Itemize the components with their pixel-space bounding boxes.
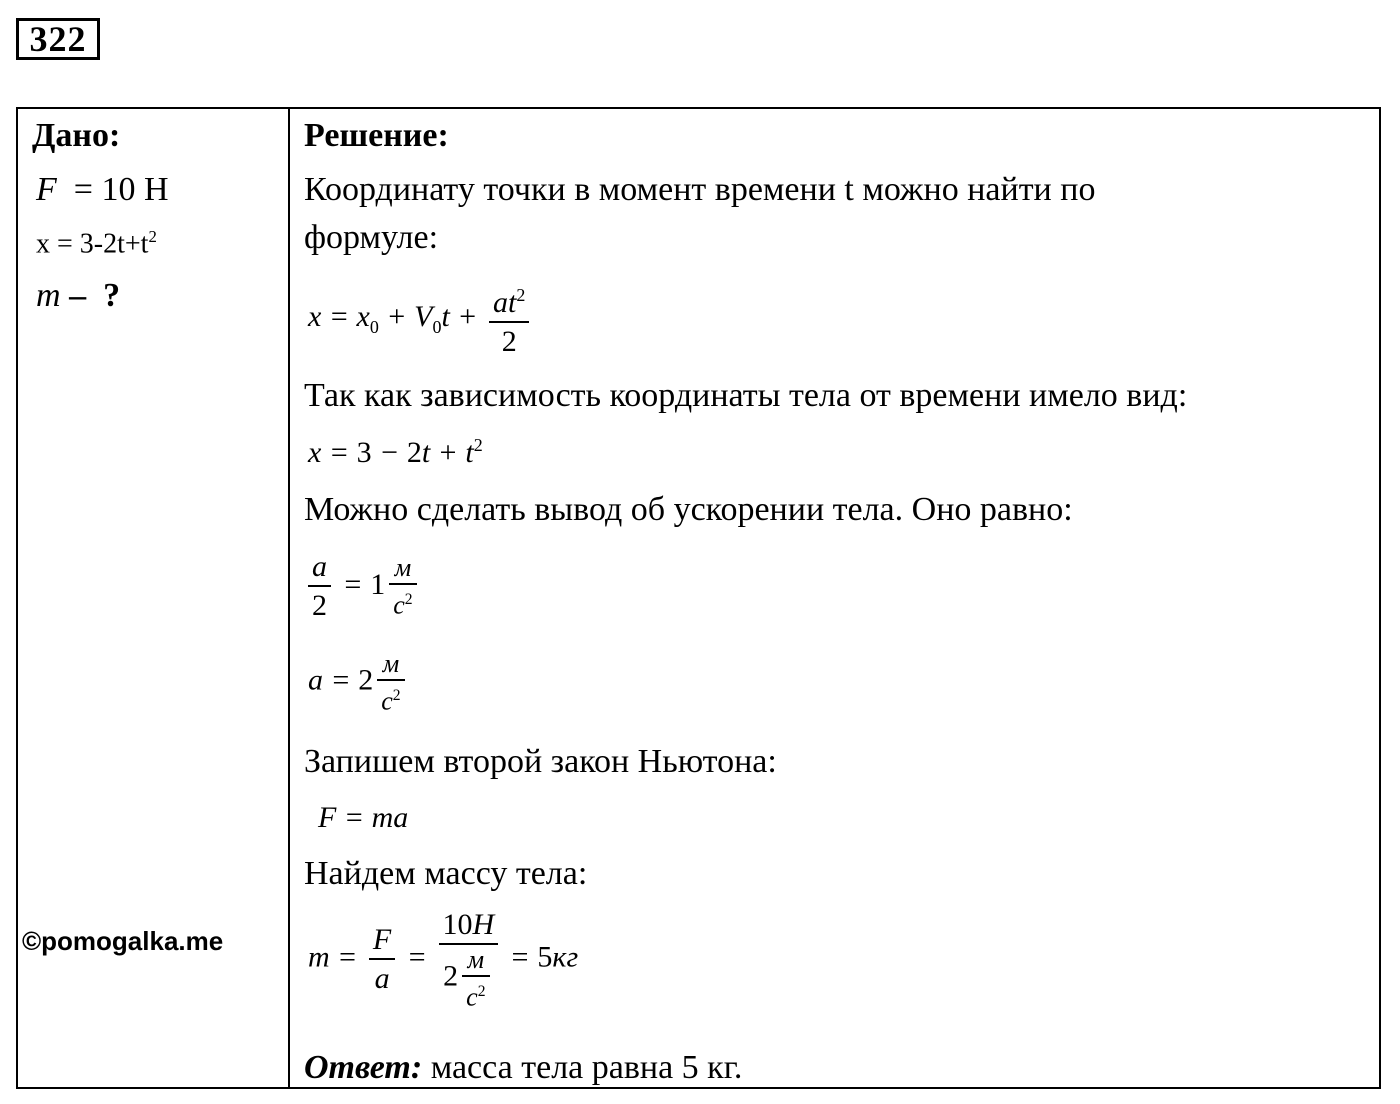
- formula-acceleration: a = 2 $\frac{м}{c^2}$: [308, 649, 409, 717]
- given-find: m – ?: [36, 277, 121, 314]
- given-coordinate: $x = 3-2t+t^2$: [36, 227, 157, 260]
- solution-text-6: Найдем массу тела:: [304, 855, 588, 892]
- solution-text-1: Координату точки в момент времени t можно найти по: [304, 171, 1096, 208]
- given-header: Дано:: [32, 117, 121, 154]
- copyright-watermark: ©pomogalka.me: [22, 926, 224, 956]
- solution-header: Решение:: [304, 117, 449, 154]
- column-divider: [288, 109, 290, 1087]
- problem-number: 322: [16, 18, 100, 60]
- formula-mass: m = $\frac{F}{a}$ = 10H 2 $\frac{м}{c^2}$ = 5кг: [308, 908, 579, 1012]
- solution-text-5: Запишем второй закон Ньютона:: [304, 743, 777, 780]
- solution-text-4: Можно сделать вывод об ускорении тела. Оно равно:: [304, 491, 1073, 528]
- given-force: F = 10 Н: [36, 171, 169, 208]
- formula-coordinate-general: $x = x_0 + V_0t$ + $\frac{at^2}{2}$: [308, 277, 533, 361]
- solution-text-3: Так как зависимость координаты тела от времени имело вид:: [304, 377, 1188, 414]
- answer-label: Ответ:: [304, 1049, 423, 1086]
- solution-text-2: формуле:: [304, 219, 439, 256]
- formula-acceleration-half: $\frac{a}{2}$ = 1 $\frac{м}{c^2}$: [308, 549, 421, 625]
- answer-text: масса тела равна 5 кг.: [422, 1049, 743, 1086]
- answer-line: [304, 1049, 742, 1087]
- formula-newton: F = ma: [318, 801, 409, 834]
- formula-coordinate-specific: $x = 3 - 2t + t^2$: [308, 435, 483, 469]
